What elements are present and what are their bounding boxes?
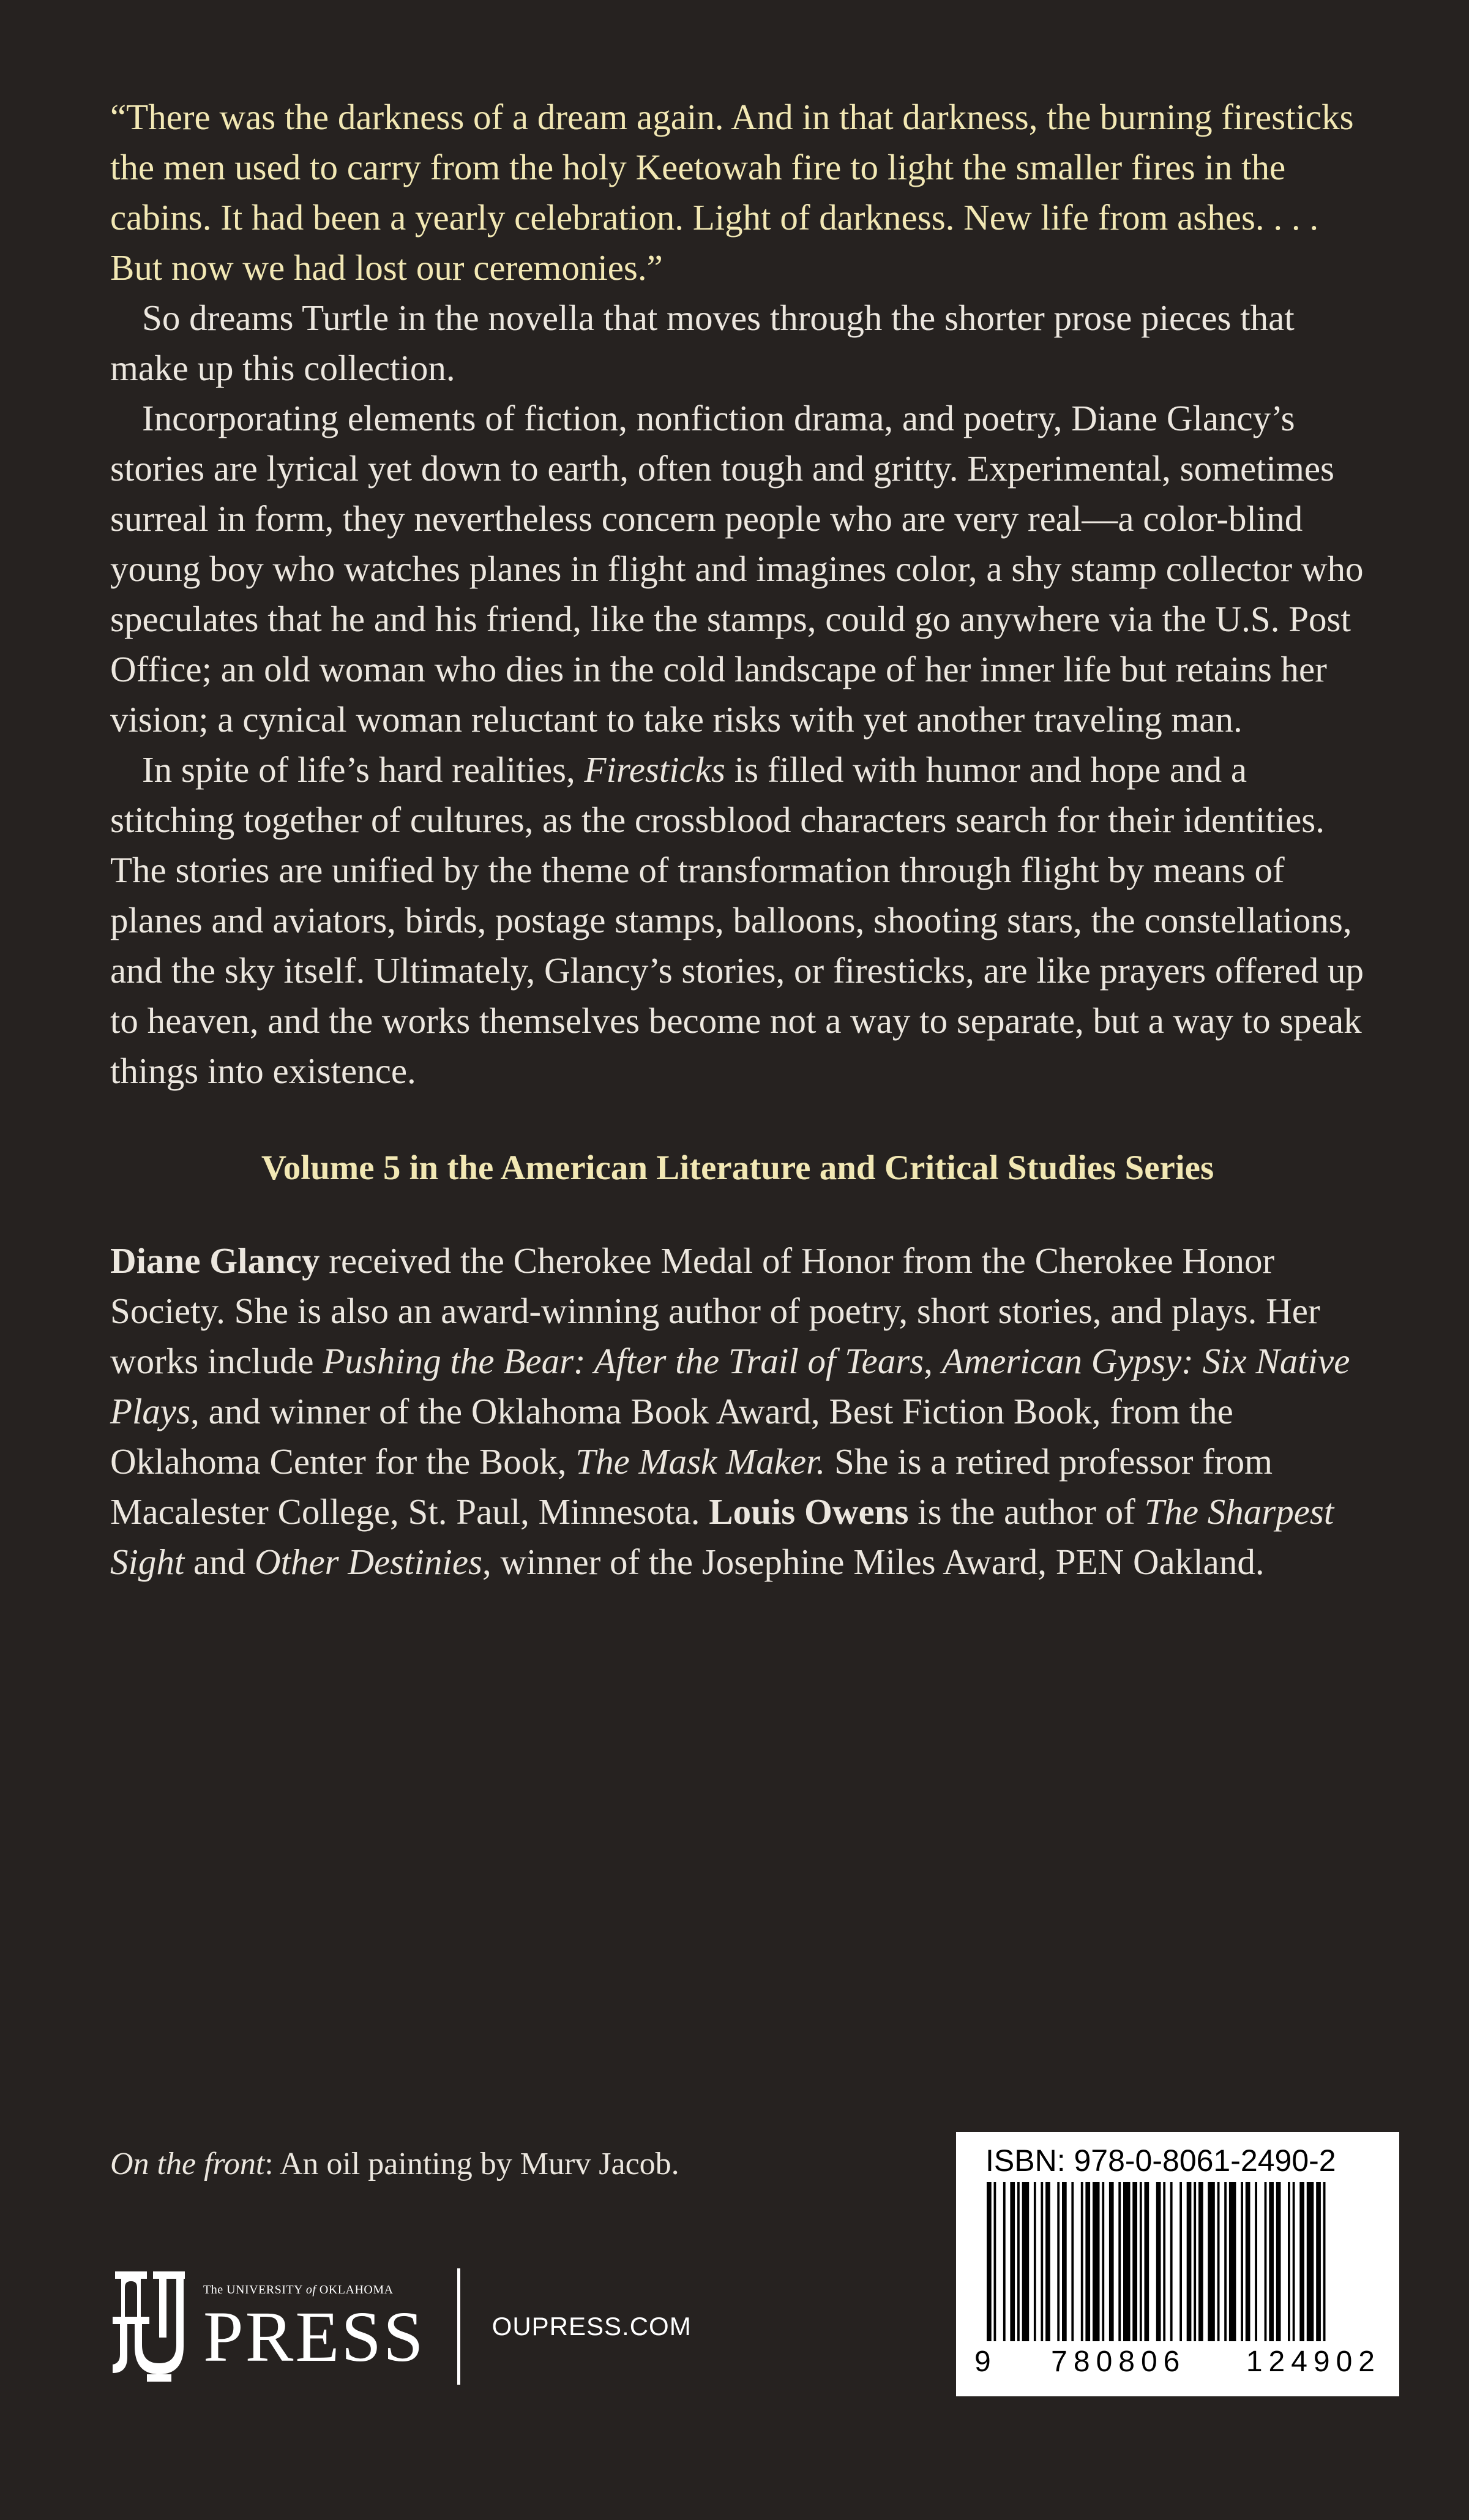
barcode-bar	[1093, 2182, 1100, 2341]
barcode-bar	[1163, 2182, 1165, 2341]
author-name: Louis Owens	[709, 1491, 909, 1532]
barcode-bar	[1118, 2182, 1121, 2341]
barcode-digit-group: 780806	[1051, 2346, 1186, 2378]
barcode-bar	[1071, 2182, 1074, 2341]
univ-word: OKLAHOMA	[319, 2282, 394, 2297]
barcode-bar	[1170, 2182, 1173, 2341]
barcode-bar	[1265, 2182, 1267, 2341]
barcode-bar	[994, 2182, 996, 2341]
ou-logo-icon	[110, 2265, 190, 2388]
isbn-barcode	[956, 2132, 1399, 2396]
barcode-bar	[1057, 2182, 1060, 2341]
barcode-bar	[1022, 2182, 1030, 2341]
work-title: The Sharpest Sight	[110, 1491, 1334, 1582]
bio-text: received the Cherokee Medal of Honor from the Cherokee Honor Society. She is also an award-winning author of poetry, short stories, and plays. Her works include	[110, 1240, 1320, 1381]
barcode-bar	[1229, 2182, 1236, 2341]
back-cover-text	[110, 92, 1365, 1587]
barcode-bar	[1269, 2182, 1274, 2341]
barcode-bar	[1034, 2182, 1036, 2341]
paragraph-3-part: In spite of life’s hard realities,	[142, 749, 585, 790]
series-line: Volume 5 in the American Literature and Critical Studies Series	[261, 1149, 1214, 1187]
barcode-bar	[1198, 2182, 1203, 2341]
barcode-bar	[1081, 2182, 1083, 2341]
paragraph-3-part: is filled with humor and hope and a stitching together of cultures, as the crossblood characters search for their identities. The stories are unified by the theme of transformation through flight by means of planes and aviators, birds, postage stamps, balloons, shooting stars, the constellations, and the sky itself. Ultimately, Glancy’s stories, or firesticks, are like prayers offered up to heaven, and the works themselves become not a way to separate, but a way to speak things into existence.	[110, 749, 1364, 1091]
bio-text: She is a retired professor from Macalester College, St. Paul, Minnesota.	[110, 1441, 1273, 1532]
press-name-block	[203, 2282, 425, 2377]
barcode-digit-lead: 9	[974, 2346, 991, 2378]
university-name	[203, 2283, 425, 2297]
bio-text: , and winner of the Oklahoma Book Award, Best Fiction Book, from the Oklahoma Center for the Book,	[110, 1391, 1233, 1482]
barcode-bar	[1246, 2182, 1250, 2341]
barcode-bars	[974, 2182, 1381, 2347]
barcode-bar	[1017, 2182, 1020, 2341]
barcode-bar	[1003, 2182, 1006, 2341]
barcode-bar	[1307, 2182, 1314, 2341]
barcode-bar	[1109, 2182, 1114, 2341]
barcode-bar	[1140, 2182, 1142, 2341]
barcode-bar	[1045, 2182, 1050, 2341]
barcode-bar	[1217, 2182, 1220, 2341]
paragraph-1: So dreams Turtle in the novella that moves through the shorter prose pieces that make up this collection.	[110, 298, 1295, 388]
barcode-bar	[1102, 2182, 1104, 2341]
publisher-logo	[110, 2265, 692, 2388]
bio-text: ,	[924, 1341, 942, 1381]
barcode-bar	[1255, 2182, 1257, 2341]
barcode-bar	[1208, 2182, 1215, 2341]
barcode-bar	[1156, 2182, 1161, 2341]
barcode-bar	[987, 2182, 992, 2341]
barcode-bar	[1194, 2182, 1196, 2341]
barcode-bar	[1010, 2182, 1015, 2341]
opening-quote: “There was the darkness of a dream again. And in that darkness, the burning firesticks the men used to carry from the holy Keetowah fire to light the smaller fires in the cabins. It had been a yearly celebration. Light of darkness. New life from ashes. . . . But now we had lost our ceremonies.”	[110, 97, 1354, 288]
credit-text: : An oil painting by Murv Jacob.	[264, 2147, 679, 2181]
cover-art-credit	[110, 2146, 679, 2182]
barcode-bar	[1179, 2182, 1182, 2341]
barcode-bar	[1123, 2182, 1131, 2341]
barcode-bar	[1085, 2182, 1090, 2341]
work-title: American Gypsy: Six Native Plays	[110, 1341, 1350, 1431]
isbn-label: ISBN: 978-0-8061-2490-2	[985, 2143, 1336, 2178]
bio-text: is the author of	[908, 1491, 1145, 1532]
barcode-bar	[1224, 2182, 1227, 2341]
barcode-bar	[1241, 2182, 1243, 2341]
author-name: Diane Glancy	[110, 1240, 320, 1281]
barcode-bar	[1316, 2182, 1321, 2341]
publisher-website: OUPRESS.COM	[492, 2312, 692, 2341]
press-wordmark: PRESS	[203, 2296, 425, 2377]
work-title: Other Destinies	[254, 1542, 482, 1582]
univ-word: of	[305, 2282, 316, 2297]
bio-text: , winner of the Josephine Miles Award, PEN Oakland.	[482, 1542, 1265, 1582]
barcode-bar	[1187, 2182, 1192, 2341]
barcode-bar	[1276, 2182, 1281, 2341]
barcode-bar	[1041, 2182, 1043, 2341]
paragraph-3	[110, 744, 1365, 1096]
barcode-digits	[974, 2345, 1381, 2379]
barcode-bar	[1293, 2182, 1295, 2341]
barcode-bar	[1132, 2182, 1137, 2341]
author-bio	[110, 1236, 1365, 1587]
barcode-bar	[1323, 2182, 1326, 2341]
univ-word: UNIVERSITY	[226, 2282, 303, 2297]
barcode-bar	[1062, 2182, 1067, 2341]
barcode-digit-group: 124902	[1246, 2346, 1381, 2378]
barcode-bar	[1299, 2182, 1304, 2341]
book-title: Firesticks	[584, 749, 725, 790]
credit-label: On the front	[110, 2147, 265, 2181]
barcode-bar	[1145, 2182, 1149, 2341]
barcode-bar	[1288, 2182, 1290, 2341]
bio-text: and	[184, 1542, 255, 1582]
logo-divider	[457, 2268, 460, 2385]
work-title: Pushing the Bear: After the Trail of Tears	[323, 1341, 924, 1381]
univ-word: The	[203, 2282, 223, 2297]
work-title: The Mask Maker.	[575, 1441, 826, 1482]
paragraph-2: Incorporating elements of fiction, nonfiction drama, and poetry, Diane Glancy’s stories are lyrical yet down to earth, often tough and gritty. Experimental, sometimes surreal in form, they nevertheless concern people who are very real—a color-blind young boy who watches planes in flight and imagines color, a shy stamp collector who speculates that he and his friend, like the stamps, could go anywhere via the U.S. Post Office; an old woman who dies in the cold landscape of her inner life but retains her vision; a cynical woman reluctant to take risks with yet another traveling man.	[110, 398, 1364, 740]
